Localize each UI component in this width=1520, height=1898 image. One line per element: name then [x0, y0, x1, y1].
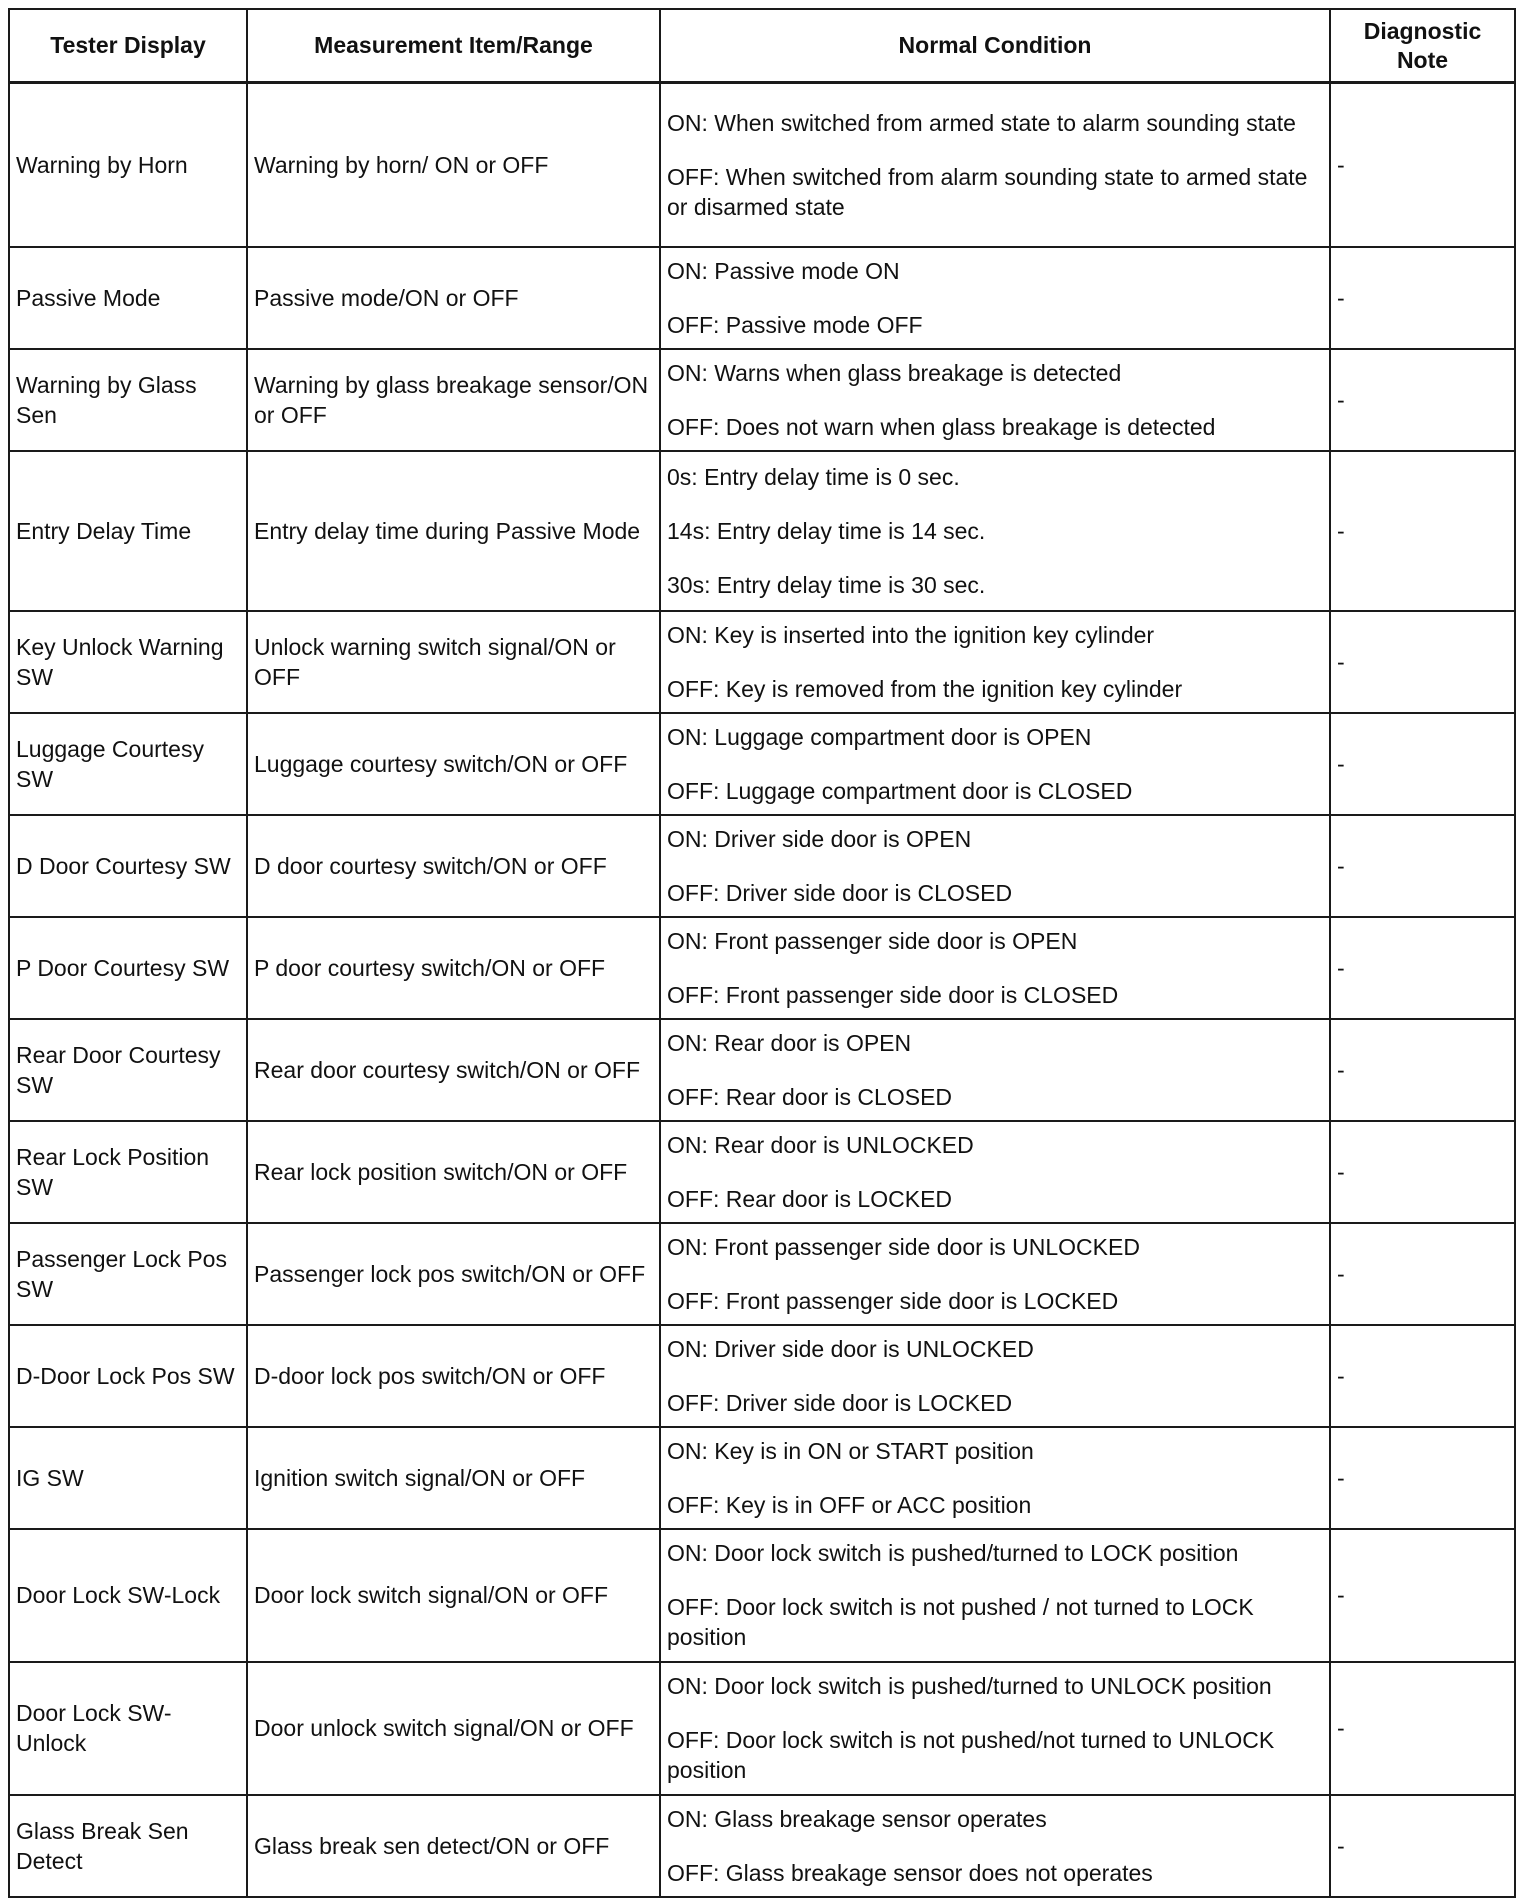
cell-measurement: Passenger lock pos switch/ON or OFF — [247, 1223, 660, 1325]
cell-diagnostic-note: - — [1330, 247, 1515, 349]
cell-tester-display: Warning by Horn — [9, 83, 247, 247]
table-row — [9, 917, 1515, 1019]
table-row — [9, 1662, 1515, 1795]
cell-normal-condition — [660, 83, 1330, 247]
condition-line: OFF: Luggage compartment door is CLOSED — [667, 777, 1133, 804]
table-row — [9, 1223, 1515, 1325]
cell-normal-condition — [660, 1529, 1330, 1662]
condition-line: OFF: Glass breakage sensor does not operates — [667, 1859, 1153, 1886]
condition-line: 30s: Entry delay time is 30 sec. — [667, 571, 986, 598]
cell-diagnostic-note: - — [1330, 815, 1515, 917]
cell-diagnostic-note: - — [1330, 1427, 1515, 1529]
cell-tester-display: Key Unlock Warning SW — [9, 611, 247, 713]
condition-line: OFF: Passive mode OFF — [667, 311, 923, 338]
table-row — [9, 83, 1515, 247]
cell-measurement: P door courtesy switch/ON or OFF — [247, 917, 660, 1019]
cell-diagnostic-note: - — [1330, 1529, 1515, 1662]
cell-measurement: Door unlock switch signal/ON or OFF — [247, 1662, 660, 1795]
condition-line: ON: Door lock switch is pushed/turned to LOCK position — [667, 1540, 1239, 1566]
condition-line: OFF: Driver side door is LOCKED — [667, 1389, 1013, 1416]
cell-measurement: D-door lock pos switch/ON or OFF — [247, 1325, 660, 1427]
condition-line: 14s: Entry delay time is 14 sec. — [667, 517, 986, 544]
cell-diagnostic-note: - — [1330, 349, 1515, 451]
condition-line: ON: Glass breakage sensor operates — [667, 1805, 1047, 1832]
cell-normal-condition — [660, 917, 1330, 1019]
condition-line: OFF: Rear door is LOCKED — [667, 1185, 953, 1212]
cell-normal-condition — [660, 1121, 1330, 1223]
cell-normal-condition — [660, 1427, 1330, 1529]
cell-measurement: Passive mode/ON or OFF — [247, 247, 660, 349]
table-row — [9, 713, 1515, 815]
condition-line: ON: Front passenger side door is OPEN — [667, 927, 1078, 954]
cell-tester-display: Luggage Courtesy SW — [9, 713, 247, 815]
condition-line: ON: Luggage compartment door is OPEN — [667, 723, 1092, 750]
table-row — [9, 247, 1515, 349]
cell-diagnostic-note: - — [1330, 917, 1515, 1019]
cell-tester-display: Passive Mode — [9, 247, 247, 349]
cell-measurement: Rear door courtesy switch/ON or OFF — [247, 1019, 660, 1121]
cell-measurement: Rear lock position switch/ON or OFF — [247, 1121, 660, 1223]
cell-measurement: Warning by glass breakage sensor/ON or OFF — [247, 349, 660, 451]
cell-tester-display: Warning by Glass Sen — [9, 349, 247, 451]
condition-line: OFF: Key is in OFF or ACC position — [667, 1491, 1032, 1518]
condition-line: ON: Passive mode ON — [667, 257, 900, 284]
condition-line: OFF: Key is removed from the ignition key cylinder — [667, 675, 1183, 702]
condition-line: ON: Rear door is UNLOCKED — [667, 1131, 974, 1158]
condition-line: OFF: When switched from alarm sounding state to armed state or disarmed state — [667, 163, 1308, 220]
table-row — [9, 611, 1515, 713]
cell-measurement: Door lock switch signal/ON or OFF — [247, 1529, 660, 1662]
cell-measurement: D door courtesy switch/ON or OFF — [247, 815, 660, 917]
cell-diagnostic-note: - — [1330, 611, 1515, 713]
cell-diagnostic-note: - — [1330, 1223, 1515, 1325]
table-row — [9, 1795, 1515, 1897]
cell-normal-condition — [660, 611, 1330, 713]
cell-normal-condition — [660, 451, 1330, 611]
condition-line: ON: Key is inserted into the ignition key cylinder — [667, 621, 1155, 648]
cell-normal-condition — [660, 349, 1330, 451]
cell-tester-display: Door Lock SW-Lock — [9, 1529, 247, 1662]
cell-diagnostic-note: - — [1330, 83, 1515, 247]
header-diagnostic-note — [1330, 9, 1515, 83]
condition-line: OFF: Front passenger side door is CLOSED — [667, 981, 1119, 1008]
condition-line: ON: When switched from armed state to alarm sounding state — [667, 109, 1296, 136]
cell-tester-display: D-Door Lock Pos SW — [9, 1325, 247, 1427]
header-row — [9, 9, 1515, 83]
cell-tester-display: IG SW — [9, 1427, 247, 1529]
cell-normal-condition — [660, 1662, 1330, 1795]
data-monitor-table — [8, 8, 1516, 1898]
table-row — [9, 1121, 1515, 1223]
table-row — [9, 1019, 1515, 1121]
header-diagnostic-note-line2: Note — [1396, 46, 1449, 73]
condition-line: ON: Door lock switch is pushed/turned to UNLOCK position — [667, 1673, 1272, 1699]
cell-diagnostic-note: - — [1330, 713, 1515, 815]
condition-line: OFF: Driver side door is CLOSED — [667, 879, 1013, 906]
cell-diagnostic-note: - — [1330, 1325, 1515, 1427]
cell-normal-condition — [660, 713, 1330, 815]
cell-diagnostic-note: - — [1330, 1662, 1515, 1795]
cell-measurement: Entry delay time during Passive Mode — [247, 451, 660, 611]
cell-normal-condition — [660, 1223, 1330, 1325]
condition-line: ON: Driver side door is OPEN — [667, 825, 972, 852]
condition-line: 0s: Entry delay time is 0 sec. — [667, 463, 960, 490]
cell-diagnostic-note: - — [1330, 1795, 1515, 1897]
table-header — [9, 9, 1515, 83]
table-body — [9, 83, 1515, 1897]
cell-normal-condition — [660, 1325, 1330, 1427]
table-row — [9, 451, 1515, 611]
header-tester-display: Tester Display — [9, 9, 247, 83]
cell-tester-display: D Door Courtesy SW — [9, 815, 247, 917]
cell-measurement: Unlock warning switch signal/ON or OFF — [247, 611, 660, 713]
cell-measurement: Glass break sen detect/ON or OFF — [247, 1795, 660, 1897]
condition-line: OFF: Door lock switch is not pushed / not turned to LOCK position — [667, 1594, 1254, 1650]
cell-diagnostic-note: - — [1330, 451, 1515, 611]
condition-line: OFF: Door lock switch is not pushed/not turned to UNLOCK position — [667, 1727, 1275, 1783]
cell-tester-display: Glass Break Sen Detect — [9, 1795, 247, 1897]
cell-normal-condition — [660, 247, 1330, 349]
table-row — [9, 1325, 1515, 1427]
condition-line: ON: Front passenger side door is UNLOCKED — [667, 1233, 1140, 1260]
cell-normal-condition — [660, 815, 1330, 917]
document-page — [8, 8, 1514, 1886]
cell-measurement: Ignition switch signal/ON or OFF — [247, 1427, 660, 1529]
cell-tester-display: Passenger Lock Pos SW — [9, 1223, 247, 1325]
cell-tester-display: Rear Lock Position SW — [9, 1121, 247, 1223]
cell-tester-display: Entry Delay Time — [9, 451, 247, 611]
cell-tester-display: P Door Courtesy SW — [9, 917, 247, 1019]
table-row — [9, 349, 1515, 451]
condition-line: OFF: Rear door is CLOSED — [667, 1083, 953, 1110]
condition-line: OFF: Front passenger side door is LOCKED — [667, 1287, 1119, 1314]
condition-line: ON: Key is in ON or START position — [667, 1437, 1034, 1464]
condition-line: ON: Rear door is OPEN — [667, 1029, 912, 1056]
table-row — [9, 1427, 1515, 1529]
header-measurement: Measurement Item/Range — [247, 9, 660, 83]
cell-measurement: Warning by horn/ ON or OFF — [247, 83, 660, 247]
cell-tester-display: Door Lock SW-Unlock — [9, 1662, 247, 1795]
table-row — [9, 815, 1515, 917]
cell-diagnostic-note: - — [1330, 1121, 1515, 1223]
condition-line: ON: Warns when glass breakage is detected — [667, 359, 1122, 386]
cell-normal-condition — [660, 1795, 1330, 1897]
cell-diagnostic-note: - — [1330, 1019, 1515, 1121]
header-diagnostic-note-line1: Diagnostic — [1363, 17, 1482, 44]
cell-tester-display: Rear Door Courtesy SW — [9, 1019, 247, 1121]
table-row — [9, 1529, 1515, 1662]
cell-measurement: Luggage courtesy switch/ON or OFF — [247, 713, 660, 815]
header-normal-condition: Normal Condition — [660, 9, 1330, 83]
condition-line: OFF: Does not warn when glass breakage is detected — [667, 413, 1216, 440]
cell-normal-condition — [660, 1019, 1330, 1121]
condition-line: ON: Driver side door is UNLOCKED — [667, 1335, 1034, 1362]
